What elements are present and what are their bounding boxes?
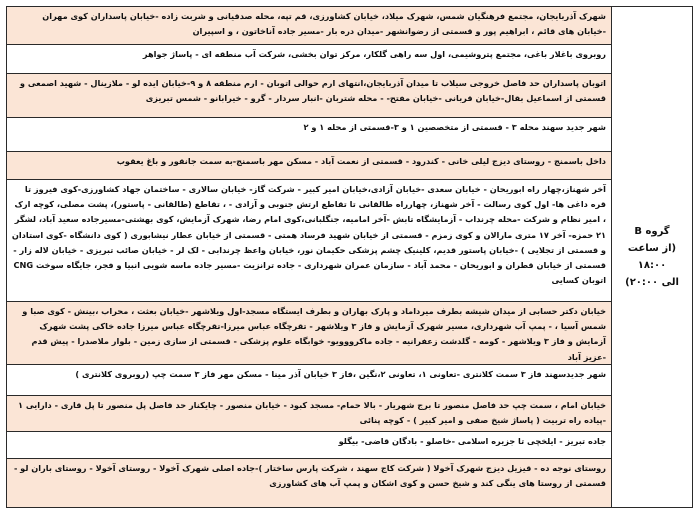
outage-schedule-table bbox=[6, 6, 693, 508]
group-time-from: (از ساعت ۱۸:۰۰ bbox=[627, 243, 677, 271]
area-row-11: روستای نوجه ده - قیزیل دیزج شهرک آخولا ( شرکت کاج سهند ، شرکت پارس ساختار )-جاده اصلی شهرک آخولا - روستای آخولا - روستای باران لو - قسمتی از روستا های ینگی کند و شیخ حسن و کوی اشکان و پمپ آب های کشاورزی bbox=[7, 459, 611, 507]
areas-column bbox=[7, 7, 612, 507]
group-label bbox=[612, 223, 692, 291]
area-row-6: آخر شهناز،چهار راه ابوریحان - خیابان سعدی -خیابان آزادی،خیابان امیر کبیر - شرکت گاز- خیابان سالاری - ساختمان جهاد کشاورزی-کوی فیروز تا قره داغی ها- اول کوی رسالت - آخر شهناز، چهارراه طالقانی تا تقاطع ارتش جنوبی و آزادی - ، تقاطع (طالقانی - پاستور)، پشت مصلی، کوچه ارک ، امیر نظام و شرکت -محله چرنداب - آزمایشگاه تابش -آخر امامیه، جنگلبانی،کوی امام رضا، شهرک آزمایش، کوی بهشتی-مسیرجاده سعید آباد، لشگر ۲۱ حمزه- آخر ۱۷ متری مارالان و کوی زمزم - قسمتی از خیابان شهید فرساد همتی - قسمتی از خیابان عطار نیشابوری ( کوی دانشگاه -کوی استادان و قسمتی از تجلایی ) -خیابان پاستور قدیم، کلینیک چشم پزشکی حکیمان نور، خیابان واعظ چرندابی - لک لر - خیابان صائب تبریزی - خیابان لاله زار - قسمتی از خیابان قطران و ابوریحان - محمد آباد - سازمان عمران شهرداری - جاده ترانزیت -مسیر جاده ماسه شویی انبیا و فجر، جایگاه سوخت CNG اتوبان کسایی bbox=[7, 180, 611, 302]
area-row-9: خیابان امام ، سمت چپ حد فاصل منصور تا برج شهریار - بالا حمام- مسجد کبود - خیابان منصور - چایکنار حد فاصل پل منصور تا پل قاری - دارایی ۱ -پیاده راه تربیت ( پاساژ شیخ صفی و امیر کبیر ) - کوچه پنائی bbox=[7, 396, 611, 432]
area-row-1: شهرک آذربایجان، مجتمع فرهنگیان شمس، شهرک میلاد، خیابان کشاورزی، قم تپه، محله صدقیانی و شربت زاده -خیابان پاسداران کوی مهران -خیابان های قائم ، ابراهیم پور و قسمتی از رضوانشهر -میدان دره بار -مسیر جاده آناخاتون ، و اسپیران bbox=[7, 7, 611, 45]
area-row-7: خیابان دکتر حسابی از میدان شیشه بطرف میرداماد و پارک بهاران و بطرف ایستگاه مسجد-اول ویلاشهر -خیابان بعثت ، محراب ،بینش - کوی صبا و شمس آسیا ، - پمپ آب شهرداری، مسیر شهرک آزمایش و فاز ۳ ویلاشهر - تقرچگاه عباس میرزا-تقرچگاه عباس میرزا جاده خاکی پشت شهرک آزمایش و فاز ۳ ویلاشهر - کومه - گلدشت زعفرانیه - جاده ماکرووویو- خوابگاه علوم پزشکی - قسمتی از سازی زمین - بلوار ملاصدرا - پیش قدم -عزیز آباد bbox=[7, 302, 611, 365]
area-row-5: داخل باسمنج - روستای دیزج لیلی خانی - کندرود - قسمتی از نعمت آباد - مسکن مهر باسمنج-به سمت جانقور و باغ یعقوب bbox=[7, 152, 611, 180]
group-name: گروه B bbox=[634, 226, 670, 237]
area-row-10: جاده تبریز - ایلخچی تا جزیره اسلامی -خاصلو - بادگان قاضی- بیگلو bbox=[7, 432, 611, 459]
area-row-8: شهر جدیدسهند فاز ۳ سمت کلانتری -تعاونی ۱، تعاونی ۲،نگین ،فاز ۳ خیابان آذر مینا - مسکن مهر فاز ۳ سمت چپ (روبروی کلانتری ) bbox=[7, 365, 611, 396]
group-column bbox=[612, 7, 692, 507]
area-row-3: اتوبان پاسداران حد فاصل خروجی سیلاب تا میدان آذربایجان،انتهای ارم حوالی اتوبان - ارم منطقه ۸ و ۹-خیابان ایده لو - ملازینال - شهید اصمعی و قسمتی از اسماعیل بقال-خیابان قربانی -خیابان مفتح- - محله شتربان -انبار سردار - گرو - خیرابانو - شمس تبریزی bbox=[7, 74, 611, 118]
group-time-to: الی ۲۰:۰۰) bbox=[625, 277, 679, 288]
area-row-2: روبروی باغلار باغی، مجتمع پتروشیمی، اول سه راهی گلکار، مرکز توان بخشی، شرکت آب منطقه ای - پاساژ جواهر bbox=[7, 45, 611, 74]
area-row-4: شهر جدید سهند محله ۳ - قسمتی از متخصصین ۱ و ۳-قسمتی از محله ۱ و ۲ bbox=[7, 118, 611, 152]
